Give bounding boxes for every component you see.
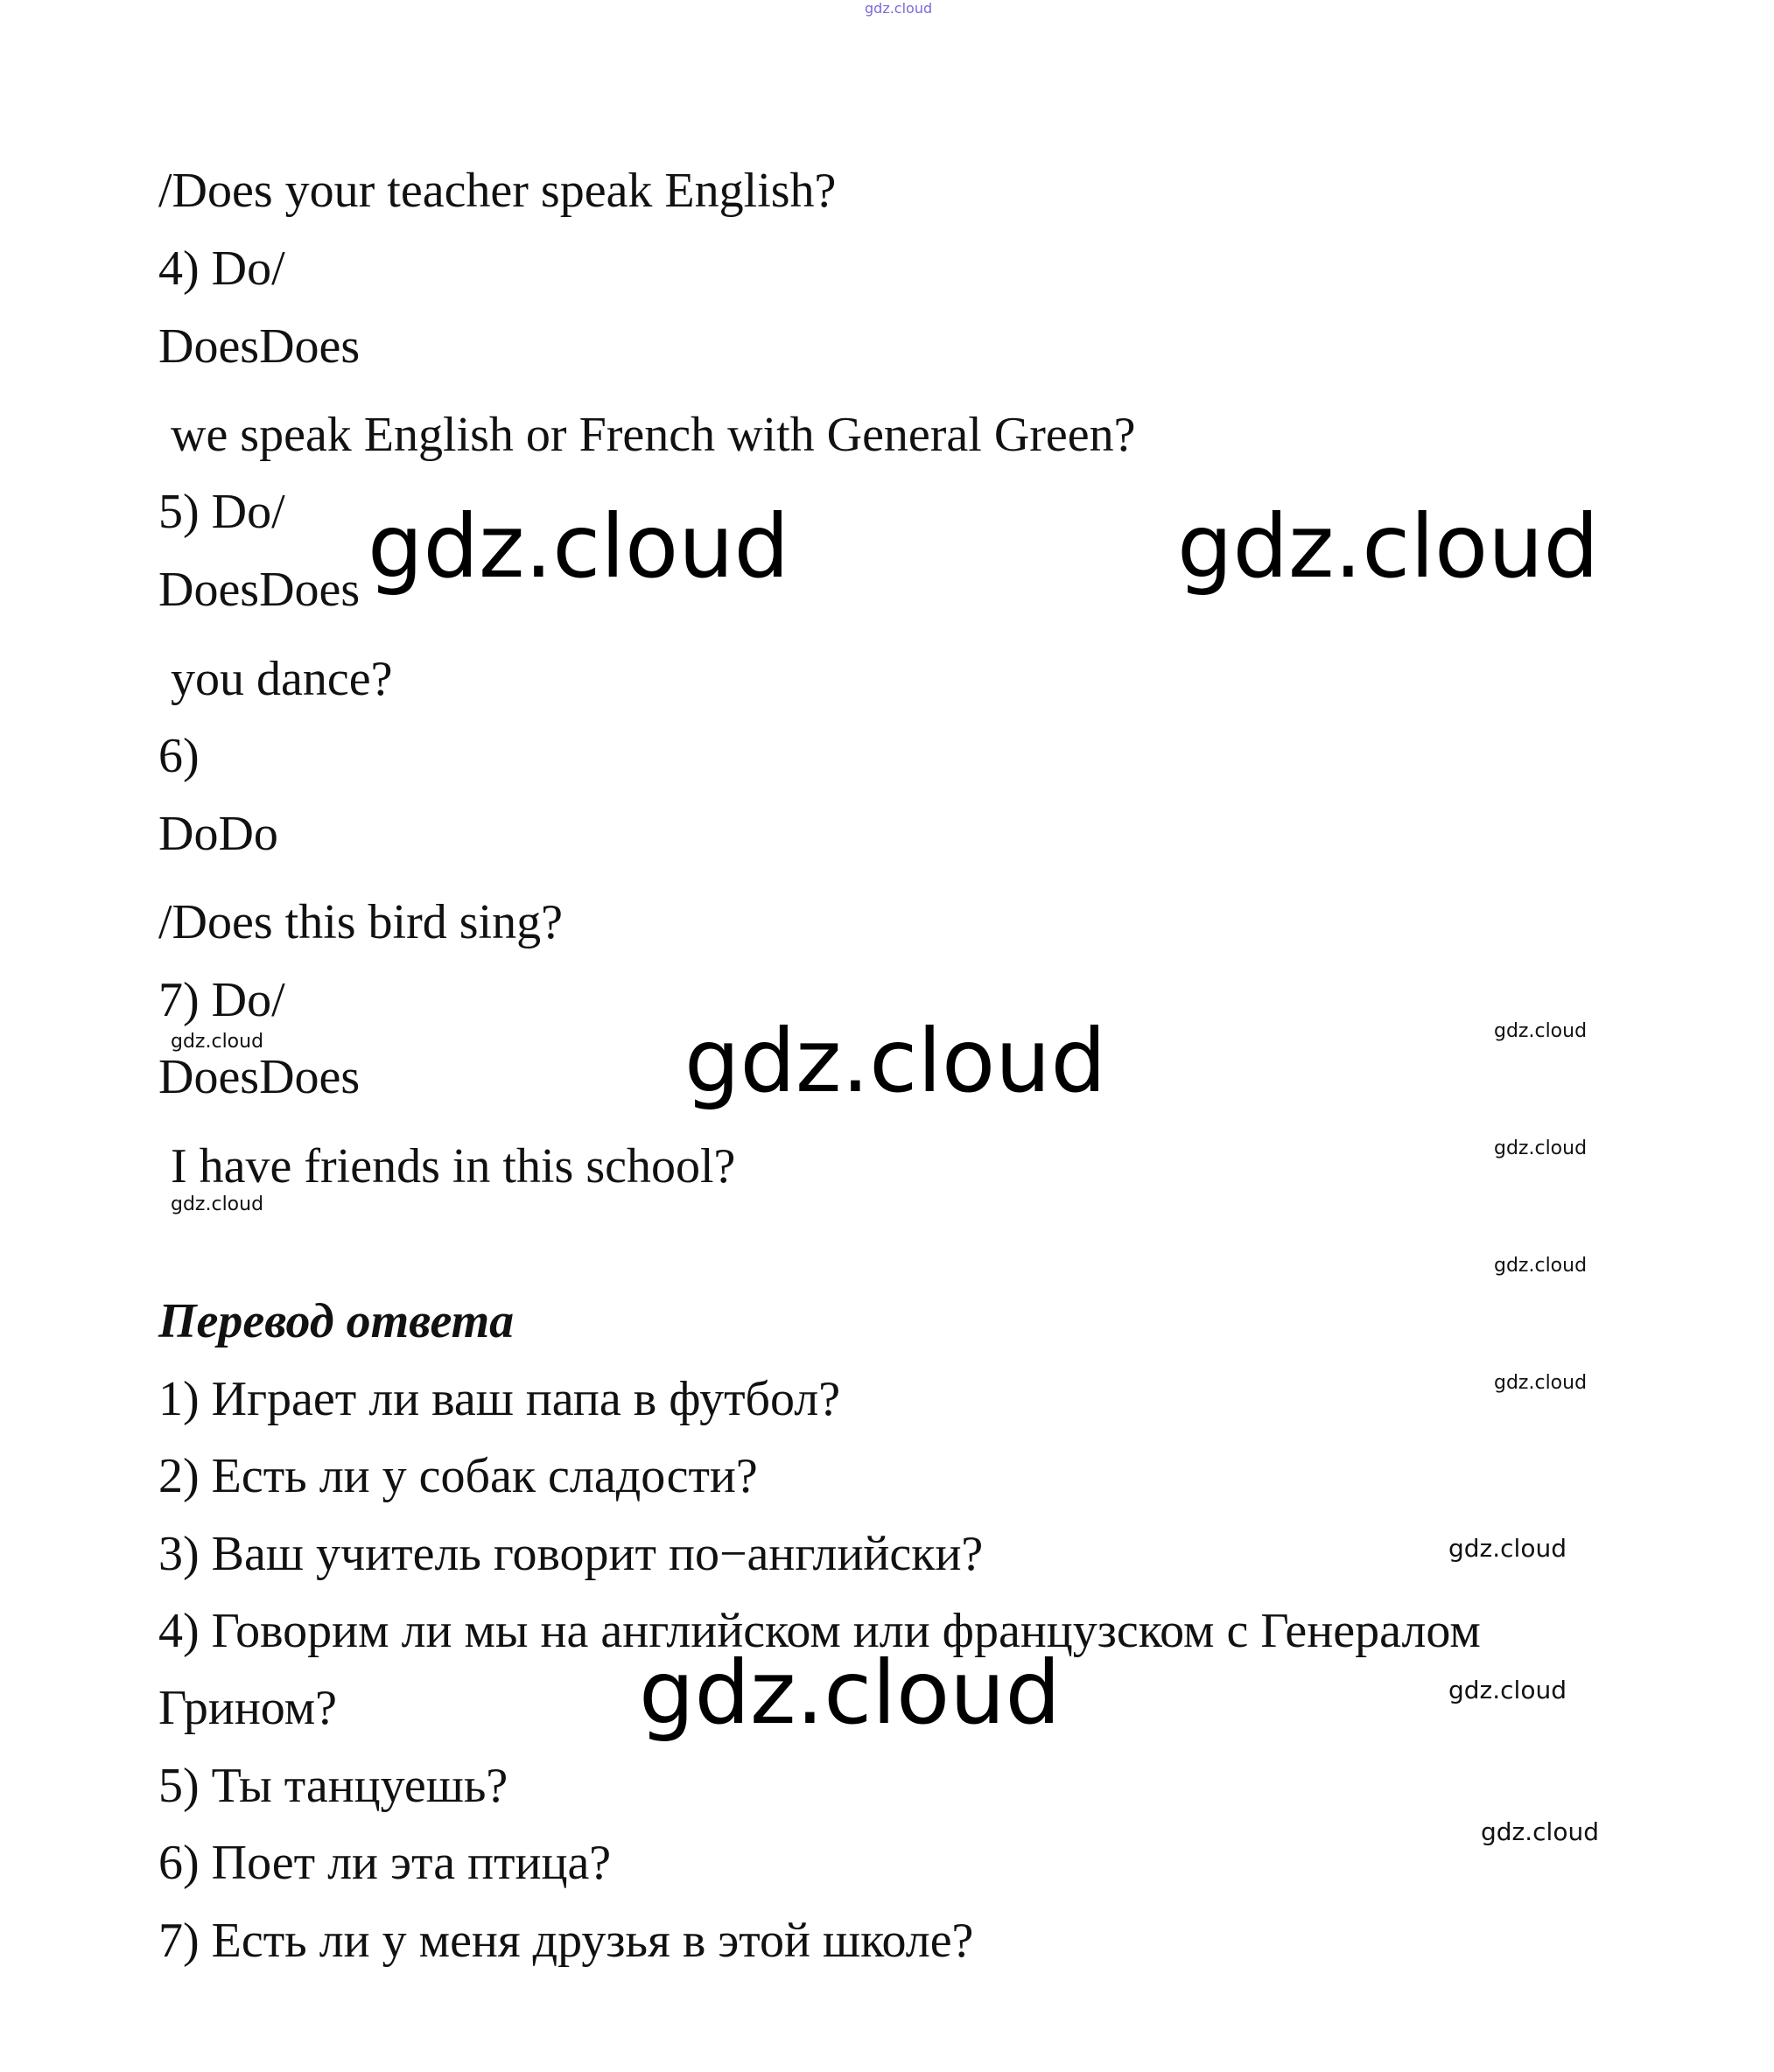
- exercise-line: /Does your teacher speak English?: [158, 164, 837, 218]
- exercise-line: DoesDoes: [158, 1050, 361, 1104]
- exercise-line: 7) Do/: [158, 973, 285, 1027]
- translation-line: 6) Поет ли эта птица?: [158, 1836, 612, 1890]
- translation-line: 7) Есть ли у меня друзья в этой школе?: [158, 1914, 974, 1968]
- watermark-large: gdz.cloud: [368, 495, 790, 598]
- exercise-line: DoesDoes: [158, 319, 361, 374]
- watermark-large: gdz.cloud: [639, 1642, 1062, 1744]
- translation-line: 2) Есть ли у собак сладости?: [158, 1449, 758, 1503]
- watermark-small: gdz.cloud: [171, 1031, 264, 1053]
- exercise-line: DoesDoes: [158, 563, 361, 617]
- translation-heading: Перевод ответа: [158, 1294, 515, 1348]
- translation-line: Грином?: [158, 1681, 338, 1735]
- exercise-line: 5) Do/: [158, 485, 285, 539]
- exercise-line: we speak English or French with General Green?: [171, 408, 1136, 462]
- translation-line: 5) Ты танцуешь?: [158, 1759, 508, 1813]
- translation-line: 4) Говорим ли мы на английском или французском с Генералом: [158, 1604, 1481, 1658]
- watermark-large: gdz.cloud: [684, 1010, 1107, 1112]
- exercise-line: I have friends in this school?: [171, 1139, 736, 1194]
- exercise-line: you dance?: [171, 652, 393, 706]
- watermark-small: gdz.cloud: [1494, 1138, 1588, 1159]
- watermark-small: gdz.cloud: [1494, 1372, 1588, 1394]
- translation-line: 1) Играет ли ваш папа в футбол?: [158, 1372, 841, 1426]
- watermark-medium: gdz.cloud: [1448, 1676, 1567, 1704]
- translation-line: 3) Ваш учитель говорит по−английски?: [158, 1527, 984, 1581]
- watermark-medium: gdz.cloud: [1448, 1534, 1567, 1563]
- watermark-medium: gdz.cloud: [1481, 1817, 1599, 1846]
- header-watermark: gdz.cloud: [865, 0, 933, 17]
- exercise-line: 6): [158, 729, 200, 783]
- exercise-line: /Does this bird sing?: [158, 895, 563, 949]
- watermark-small: gdz.cloud: [1494, 1020, 1588, 1042]
- exercise-line: DoDo: [158, 807, 278, 861]
- exercise-line: 4) Do/: [158, 242, 285, 296]
- watermark-small: gdz.cloud: [171, 1194, 264, 1215]
- watermark-small: gdz.cloud: [1494, 1255, 1588, 1277]
- watermark-large: gdz.cloud: [1177, 495, 1600, 598]
